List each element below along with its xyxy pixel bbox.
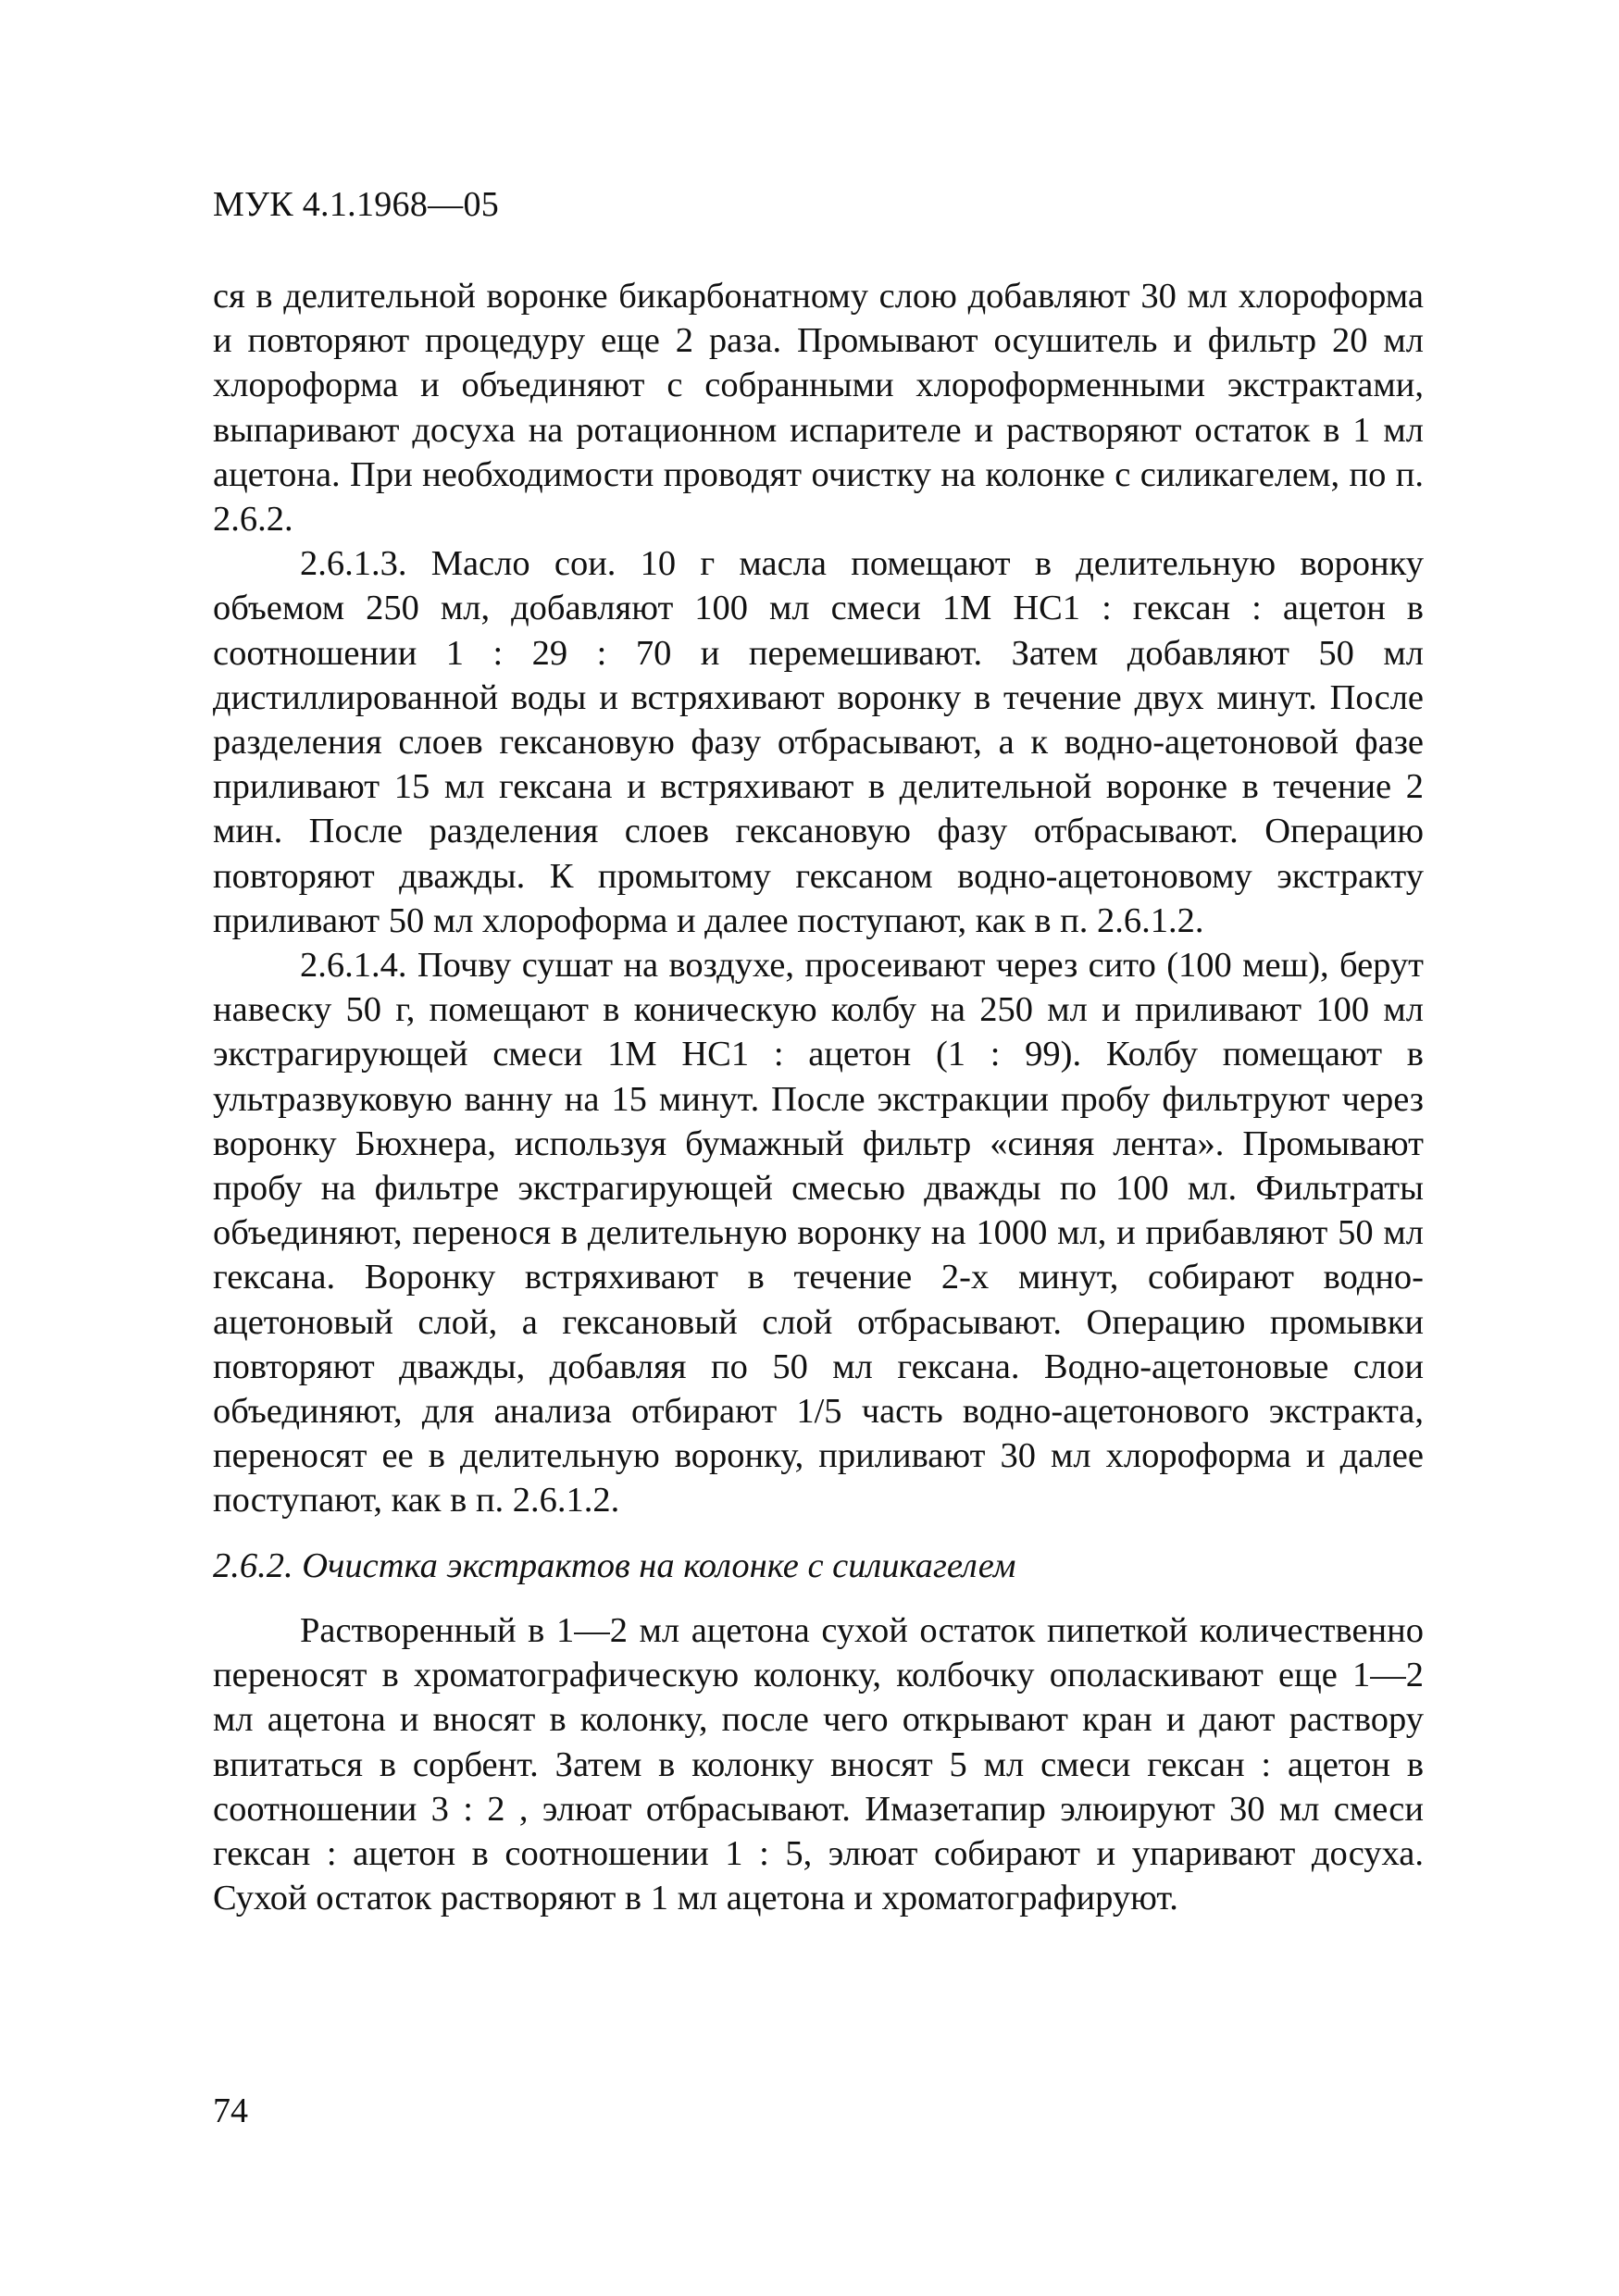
page-body	[213, 274, 1424, 1920]
section-heading-2-6-2: 2.6.2. Очистка экстрактов на колонке с силикагелем	[213, 1545, 1016, 1585]
document-page	[213, 0, 1424, 2296]
paragraph-2-6-2-body: Растворенный в 1—2 мл ацетона сухой остаток пипеткой количественно переносят в хроматографическую колонку, колбочку ополаскивают еще 1—2 мл ацетона и вносят в колонку, после чего открывают кран и дают раствору впитаться в сорбент. Затем в колонку вносят 5 мл смеси гексан : ацетон в соотношении 3 : 2 , элюат отбрасывают. Имазетапир элюируют 30 мл смеси гексан : ацетон в соотношении 1 : 5, элюат собирают и упаривают досуха. Сухой остаток растворяют в 1 мл ацетона и хроматографируют.	[213, 1610, 1424, 1918]
page-number: 74	[213, 2091, 248, 2130]
paragraph-continuation: ся в делительной воронке бикарбонатному слою добавляют 30 мл хлороформа и повторяют процедуру еще 2 раза. Промывают осушитель и фильтр 20 мл хлороформа и объединяют с собранными хлороформенными экстрактами, выпаривают досуха на ротационном испарителе и растворяют остаток в 1 мл ацетона. При необходимости проводят очистку на колонке с силикагелем, по п. 2.6.2.	[213, 277, 1424, 540]
document-code-header: МУК 4.1.1968—05	[213, 185, 500, 224]
paragraph-2-6-1-3: 2.6.1.3. Масло сои. 10 г масла помещают в делительную воронку объемом 250 мл, добавляют 100 мл смеси 1М НС1 : гексан : ацетон в соотношении 1 : 29 : 70 и перемешивают. Затем добавляют 50 мл дистиллированной воды и встряхивают воронку в течение двух минут. После разделения слоев гексановую фазу отбрасывают, а к водно-ацетоновой фазе приливают 15 мл гексана и встряхивают в делительной воронке в течение 2 мин. После разделения слоев гексановую фазу отбрасывают. Операцию повторяют дважды. К промытому гексаном водно-ацетоновому экстракту приливают 50 мл хлороформа и далее поступают, как в п. 2.6.1.2.	[213, 544, 1424, 940]
paragraph-2-6-1-4: 2.6.1.4. Почву сушат на воздухе, просеивают через сито (100 меш), берут навеску 50 г, помещают в коническую колбу на 250 мл и приливают 100 мл экстрагирующей смеси 1М НС1 : ацетон (1 : 99). Колбу помещают в ультразвуковую ванну на 15 минут. После экстракции пробу фильтруют через воронку Бюхнера, используя бумажный фильтр «синяя лента». Промывают пробу на фильтре экстрагирующей смесью дважды по 100 мл. Фильтраты объединяют, перенося в делительную воронку на 1000 мл, и прибавляют 50 мл гексана. Воронку встряхивают в течение 2-х минут, собирают водно-ацетоновый слой, а гексановый слой отбрасывают. Операцию промывки повторяют дважды, добавляя по 50 мл гексана. Водно-ацетоновые слои объединяют, для анализа отбирают 1/5 часть водно-ацетонового экстракта, переносят ее в делительную воронку, приливают 30 мл хлороформа и далее поступают, как в п. 2.6.1.2.	[213, 946, 1424, 1520]
